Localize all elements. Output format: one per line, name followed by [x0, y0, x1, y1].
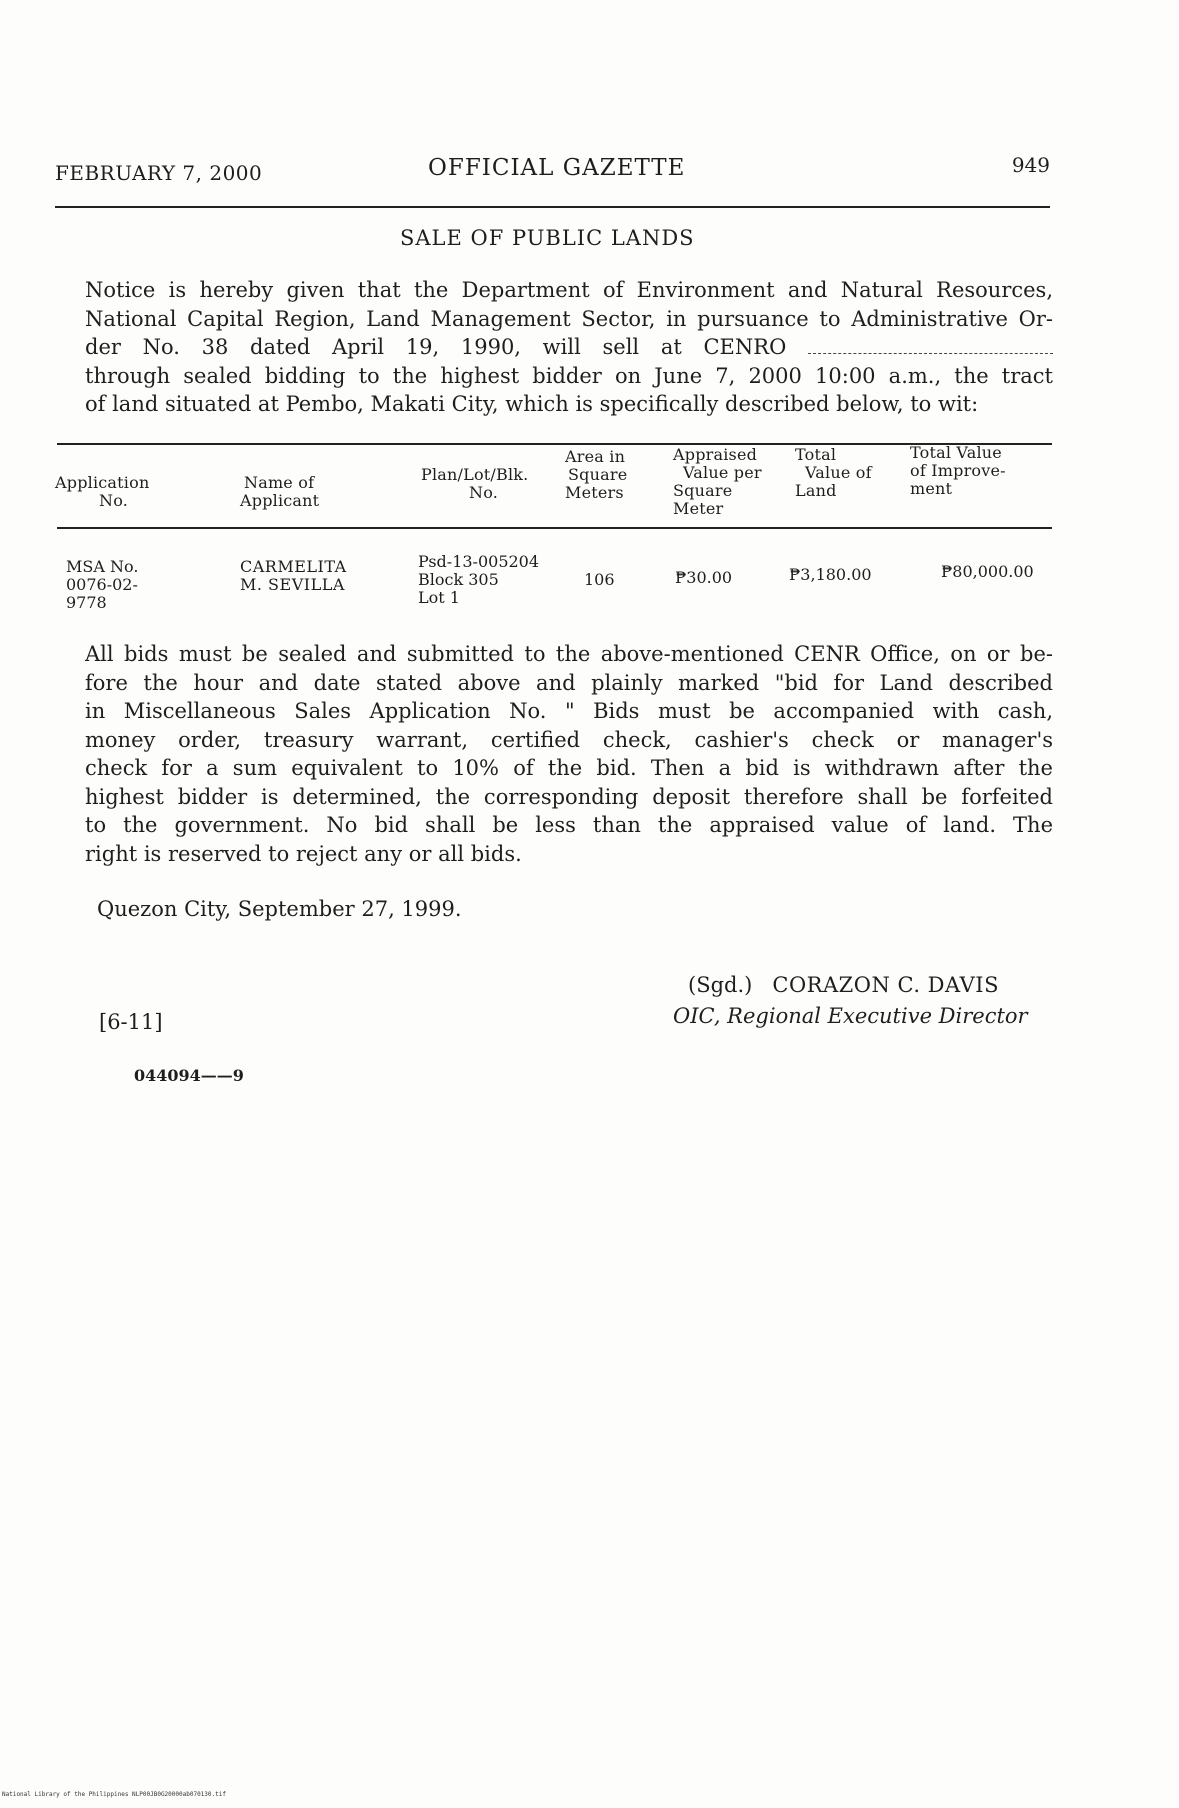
notice-line — [85, 333, 1053, 362]
header-name-of-applicant — [240, 474, 319, 510]
header-text: Value of — [805, 463, 872, 482]
signed-mark: (Sgd.) — [688, 973, 753, 997]
header-text: Land — [795, 481, 837, 500]
header-text: Applicant — [240, 491, 320, 510]
header-application-no — [55, 474, 149, 510]
cell-text: MSA No. — [66, 557, 139, 576]
cell-text: 0076-02- — [66, 575, 138, 594]
cell-text: Block 305 — [418, 570, 499, 589]
header-date: FEBRUARY 7, 2000 — [55, 161, 263, 185]
cell-total-value-improvement: ₱80,000.00 — [941, 562, 1034, 581]
scan-footer: National Library of the Philippines NLP00JB0G20000ab070130.tif — [2, 1791, 226, 1798]
bids-line: money order, treasury warrant, certified check, cashier's check or manager's — [85, 727, 1053, 752]
header-title: OFFICIAL GAZETTE — [428, 155, 686, 181]
cell-application-no — [66, 558, 138, 612]
signatory-role: OIC, Regional Executive Director — [673, 1004, 1028, 1028]
header-text: Name of — [244, 473, 315, 492]
header-text: Square — [568, 465, 628, 484]
cell-appraised-value: ₱30.00 — [675, 568, 733, 587]
signature-line — [688, 970, 1028, 1001]
header-text: Application — [55, 473, 150, 492]
place-date: Quezon City, September 27, 1999. — [97, 897, 462, 921]
section-title: SALE OF PUBLIC LANDS — [400, 226, 695, 250]
notice-line: National Capital Region, Land Management Sector, in pursuance to Administrative Or- — [85, 306, 1053, 331]
notice-line: of land situated at Pembo, Makati City, which is specifically described below, to wit: — [85, 392, 979, 416]
notice-line: Notice is hereby given that the Department of Environment and Natural Resources, — [85, 278, 1053, 302]
notice-paragraph — [85, 276, 1053, 419]
reference-number: [6-11] — [99, 1010, 163, 1034]
bids-paragraph — [85, 640, 1053, 868]
table-top-rule — [57, 443, 1052, 445]
cell-text: Lot 1 — [418, 588, 460, 607]
cell-name-of-applicant — [240, 558, 347, 594]
bids-line: right is reserved to reject any or all bids. — [85, 841, 522, 866]
cell-text: CARMELITA — [240, 557, 347, 576]
header-area — [565, 448, 627, 502]
header-text: Meters — [565, 483, 624, 502]
header-text: Area in — [565, 447, 626, 466]
header-page-number: 949 — [1011, 153, 1050, 177]
header-plan-lot-blk — [421, 466, 528, 502]
notice-line-text: der No. 38 dated April 19, 1990, will sell at CENRO — [85, 335, 787, 359]
cell-text: Psd-13-005204 — [418, 552, 540, 571]
header-total-value-land — [795, 446, 872, 500]
page-header — [55, 155, 1050, 185]
bids-line: fore the hour and date stated above and plainly marked "bid for Land described — [85, 670, 1053, 695]
header-text: Appraised — [673, 445, 758, 464]
header-text: Total — [795, 445, 837, 464]
blank-fill-line — [808, 339, 1053, 354]
cell-total-value-land: ₱3,180.00 — [789, 565, 872, 584]
header-text: Meter — [673, 499, 724, 518]
cell-text: M. SEVILLA — [240, 575, 345, 594]
header-text: of Improve- — [910, 461, 1006, 480]
signatory-name: CORAZON C. DAVIS — [772, 973, 999, 997]
bids-line: to the government. No bid shall be less than the appraised value of land. The — [85, 813, 1053, 837]
header-text: Total Value — [910, 443, 1002, 462]
bids-line: in Miscellaneous Sales Application No. " Bids must be accompanied with cash, — [85, 699, 1053, 723]
header-text: No. — [99, 491, 129, 510]
cell-plan-lot-blk — [418, 553, 539, 607]
table-header-rule — [57, 527, 1052, 529]
header-text: No. — [469, 483, 499, 502]
notice-line: through sealed bidding to the highest bidder on June 7, 2000 10:00 a.m., the tract — [85, 363, 1053, 388]
header-rule — [55, 206, 1050, 208]
header-text: Value per — [683, 463, 762, 482]
cell-text: 9778 — [66, 593, 107, 612]
bids-line: All bids must be sealed and submitted to the above-mentioned CENR Office, on or be- — [85, 642, 1053, 666]
document-code: 044094——9 — [134, 1066, 244, 1085]
header-total-value-improvement — [910, 444, 1006, 498]
bids-line: highest bidder is determined, the corresponding deposit therefore shall be forfeited — [85, 784, 1053, 809]
header-text: Plan/Lot/Blk. — [421, 465, 529, 484]
header-text: ment — [910, 479, 953, 498]
header-text: Square — [673, 481, 733, 500]
header-appraised-value — [673, 446, 762, 518]
cell-area: 106 — [584, 570, 615, 589]
signature-block — [673, 970, 1028, 1032]
bids-line: check for a sum equivalent to 10% of the bid. Then a bid is withdrawn after the — [85, 756, 1053, 780]
